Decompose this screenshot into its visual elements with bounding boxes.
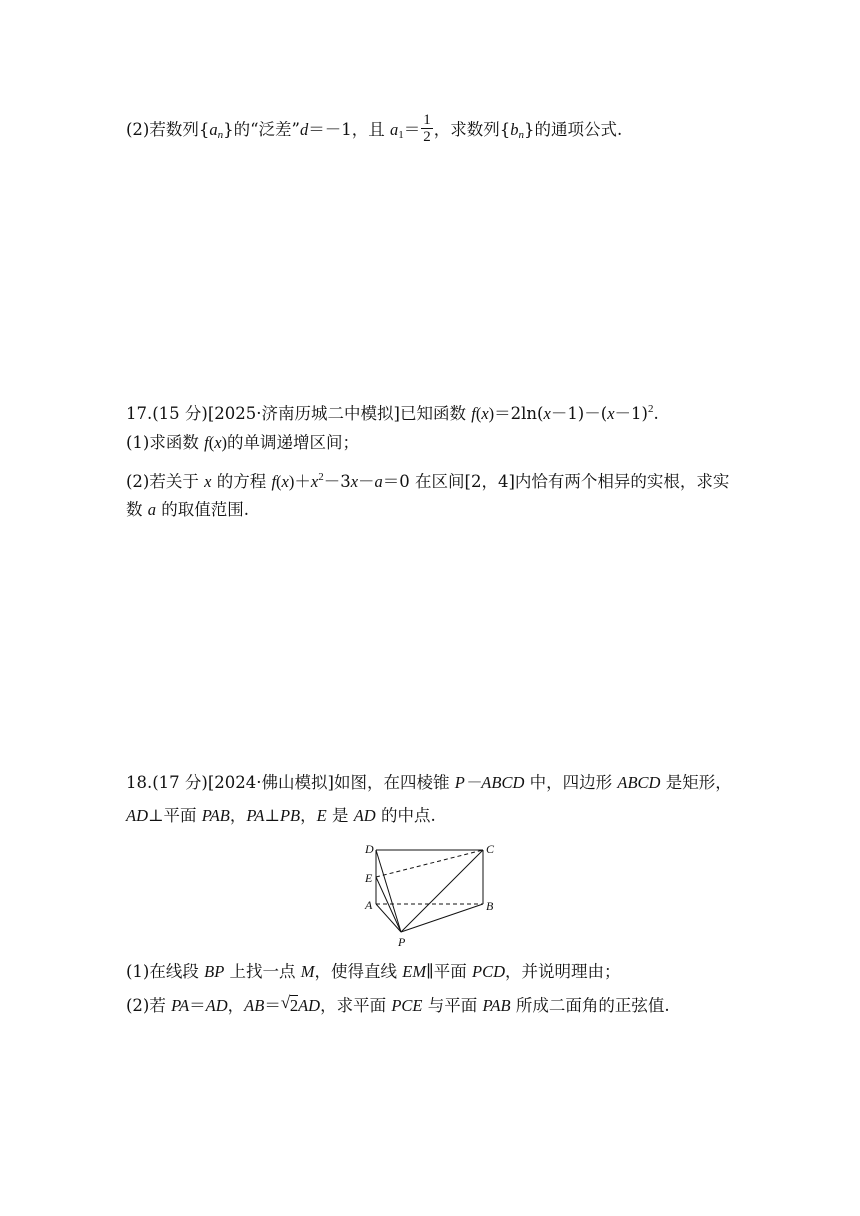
q17-header: 17.(15 分)[2025·济南历城二中模拟]已知函数 $f(x)=2\ln(x-1)-(x-1)^2$.: [126, 403, 659, 423]
edge-EC-dashed: [376, 850, 483, 877]
edge-BP: [401, 904, 483, 932]
q18-part2: (2)若 PA＝AD，AB＝ √ 2AD，求平面 PCE 与平面 PAB 所成二面角的正弦值.: [126, 994, 670, 1018]
edge-DP: [376, 850, 401, 932]
q18-part1: (1)在线段 BP 上找一点 M，使得直线 EM∥平面 PCD，并说明理由；: [126, 962, 621, 981]
q17-part1: (1)求函数 f(x)的单调递增区间；: [126, 433, 360, 452]
label-E: E: [365, 871, 373, 885]
fraction-one-half: $\frac{1}{2}$: [423, 112, 431, 145]
label-A: A: [365, 898, 373, 912]
label-B: B: [486, 899, 494, 913]
q18-header: 18.(17 分)[2024·佛山模拟]如图，在四棱锥 P－ABCD 中，四边形 ABCD 是矩形，: [126, 773, 732, 792]
q17-part2: (2)若关于 x 的方程 $f(x)+x^2-3x-a=0$ 在区间[2，4]内恰有两个相异的实根，求实: [126, 471, 730, 491]
edge-CP: [401, 850, 483, 932]
label-P: P: [398, 935, 406, 949]
q18-header-cont: AD⊥平面 PAB，PA⊥PB，E 是 AD 的中点.: [126, 806, 436, 825]
label-D: D: [365, 842, 374, 856]
sqrt-two: √ 2: [280, 993, 299, 1015]
pyramid-figure: [352, 838, 512, 950]
label-C: C: [486, 842, 495, 856]
q16-part2: (2)若数列$\{a_n\}$的“泛差”d＝－1，且 $a_1=$ $\frac{1}{2}$ ，求数列$\{b_n\}$的通项公式.: [126, 112, 623, 145]
q17-part2-cont: 数 a 的取值范围.: [126, 500, 249, 519]
